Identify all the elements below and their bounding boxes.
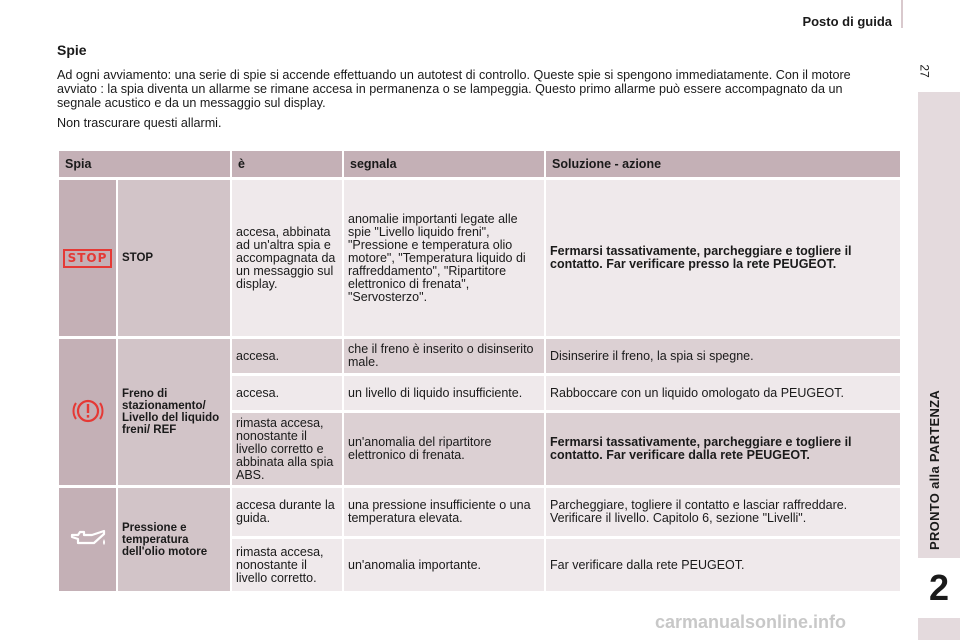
warning-lights-table xyxy=(57,148,902,594)
page-header-title: Posto di guida xyxy=(802,14,892,29)
intro-line: Ad ogni avviamento: una serie di spie si accende effettuando un autotest di controllo. Queste spie si spengono xyxy=(57,68,673,82)
table-row-oil xyxy=(59,488,900,536)
oil-icon-cell xyxy=(59,488,116,591)
intro-line: Questo primo allarme può essere accompagnato da un segnale acustico e da un messaggio sul display. xyxy=(57,82,843,110)
light-name: Freno di stazionamento/ Livello del liquido freni/ REF xyxy=(118,339,230,485)
intro-text xyxy=(57,68,877,136)
header-divider xyxy=(901,0,903,28)
light-state: rimasta accesa, nonostante il livello corretto. xyxy=(232,539,342,591)
light-signal: un'anomalia del ripartitore elettronico di frenata. xyxy=(344,413,544,485)
watermark: carmanualsonline.info xyxy=(655,612,847,632)
brake-icon-cell xyxy=(59,339,116,485)
light-state: accesa durante la guida. xyxy=(232,488,342,536)
column-header-state: è xyxy=(232,151,342,177)
light-signal: anomalie importanti legate alle spie "Livello liquido freni", "Pressione e temperatura olio motore", "Temperatura liquido di raffreddamento", "Ripartitore elettronico di frenata", "Servosterzo". xyxy=(344,180,544,336)
light-solution: Fermarsi tassativamente, parcheggiare e togliere il contatto. Far verificare presso la rete PEUGEOT. xyxy=(546,180,900,336)
light-state: accesa, abbinata ad un'altra spia e accompagnata da un messaggio sul display. xyxy=(232,180,342,336)
light-solution: Disinserire il freno, la spia si spegne. xyxy=(546,339,900,373)
light-name: STOP xyxy=(118,180,230,336)
column-header-signal: segnala xyxy=(344,151,544,177)
stop-icon-cell xyxy=(59,180,116,336)
light-signal: un livello di liquido insufficiente. xyxy=(344,376,544,410)
light-solution: Parcheggiare, togliere il contatto e lasciar raffreddare. Verificare il livello. Capitolo 6, sezione "Livelli". xyxy=(546,488,900,536)
section-title: Spie xyxy=(57,42,87,58)
light-solution: Fermarsi tassativamente, parcheggiare e togliere il contatto. Far verificare dalla rete PEUGEOT. xyxy=(546,413,900,485)
chapter-label: PRONTO alla PARTENZA xyxy=(927,389,942,550)
intro-note: Non trascurare questi allarmi. xyxy=(57,116,222,130)
table-row-stop xyxy=(59,180,900,336)
table-row-brake xyxy=(59,339,900,373)
light-state: rimasta accesa, nonostante il livello corretto e abbinata alla spia ABS. xyxy=(232,413,342,485)
page-number: 27 xyxy=(917,64,932,78)
stop-icon: STOP xyxy=(63,249,113,268)
light-state: accesa. xyxy=(232,376,342,410)
light-name: Pressione e temperatura dell'olio motore xyxy=(118,488,230,591)
light-solution: Far verificare dalla rete PEUGEOT. xyxy=(546,539,900,591)
light-signal: che il freno è inserito o disinserito male. xyxy=(344,339,544,373)
light-signal: una pressione insufficiente o una temperatura elevata. xyxy=(344,488,544,536)
table-header-row xyxy=(59,151,900,177)
intro-line: immediatamente. Con il motore avviato : la spia diventa un allarme se rimane accesa in permanenza o se lampeggia. xyxy=(57,68,851,96)
brake-warning-icon xyxy=(71,394,105,428)
column-header-solution: Soluzione - azione xyxy=(546,151,900,177)
light-state: accesa. xyxy=(232,339,342,373)
column-header-spia: Spia xyxy=(59,151,230,177)
light-signal: un'anomalia importante. xyxy=(344,539,544,591)
chapter-number: 2 xyxy=(918,558,960,618)
oil-can-icon xyxy=(68,525,108,551)
light-solution: Rabboccare con un liquido omologato da PEUGEOT. xyxy=(546,376,900,410)
